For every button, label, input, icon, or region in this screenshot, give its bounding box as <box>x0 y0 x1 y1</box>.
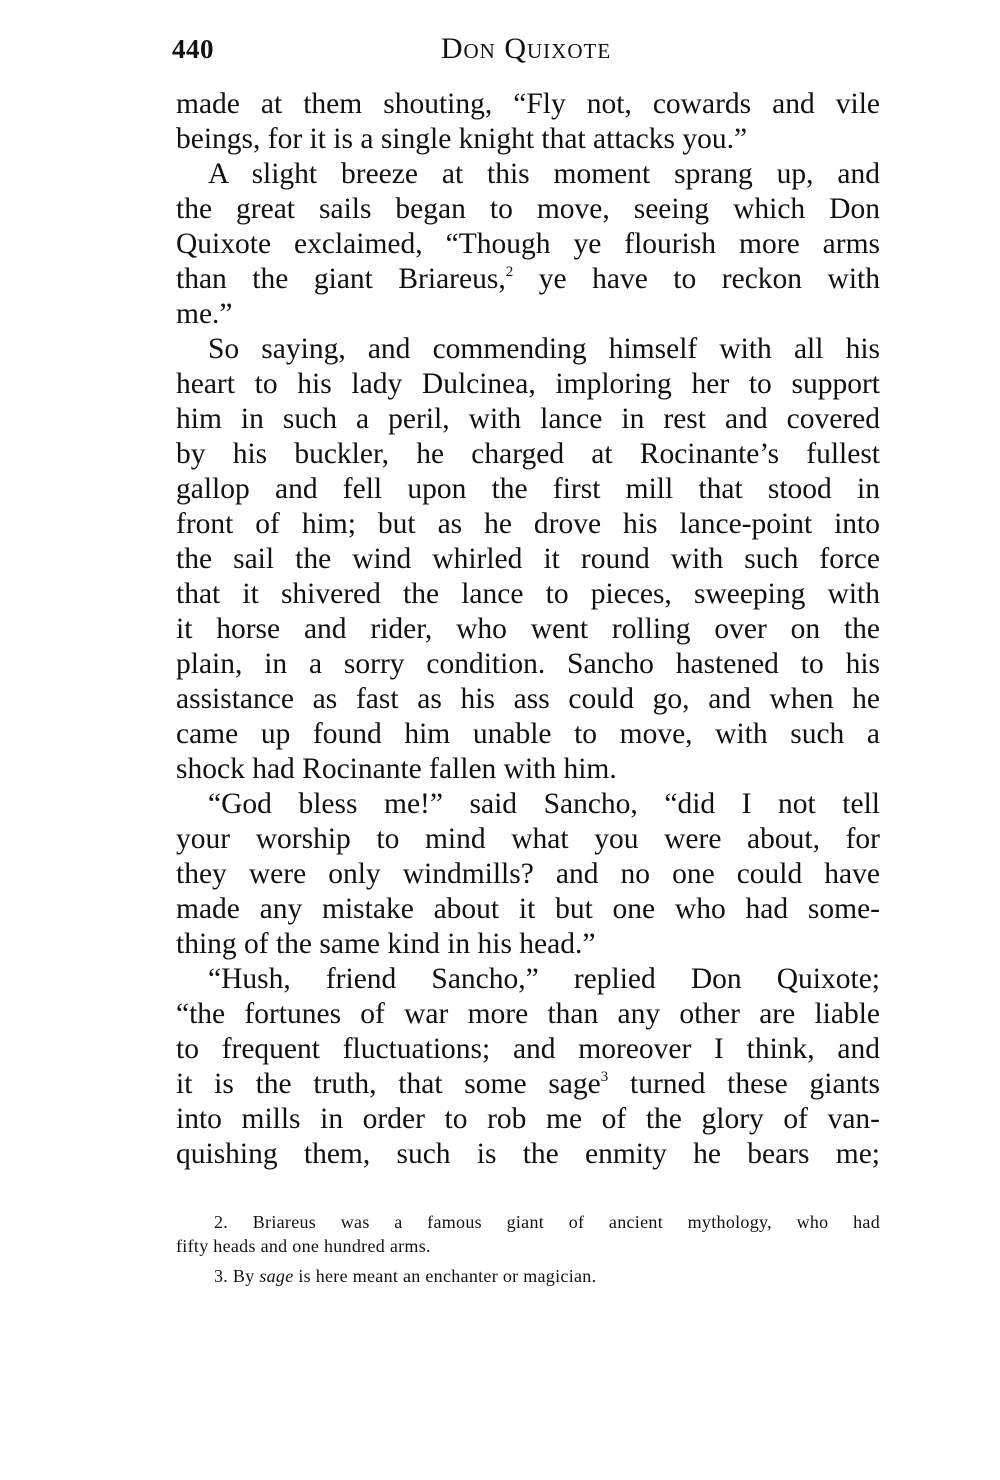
text-line: assistance as fast as his ass could go, and when he <box>176 683 880 715</box>
text-line: made at them shouting, “Fly not, cowards and vile <box>176 88 880 120</box>
text-line: heart to his lady Dulcinea, imploring her to support <box>176 368 880 400</box>
text-line: “the fortunes of war more than any other are liable <box>176 998 880 1030</box>
text-fragment: it is the truth, that some sage <box>176 1068 601 1100</box>
text-line: to frequent fluctuations; and moreover I think, and <box>176 1033 880 1065</box>
text-line: the great sails began to move, seeing which Don <box>176 193 880 225</box>
footnote-ref-3: 3 <box>600 1069 609 1085</box>
body-text <box>176 87 880 1172</box>
text-line: by his buckler, he charged at Rocinante’s fullest <box>176 438 880 470</box>
text-line: thing of the same kind in his head.” <box>176 928 596 960</box>
text-line: made any mistake about it but one who had some- <box>176 893 880 925</box>
text-line: gallop and fell upon the first mill that stood in <box>176 473 880 505</box>
running-head: Don Quixote <box>440 32 612 65</box>
footnote-2-line: fifty heads and one hundred arms. <box>176 1236 431 1256</box>
text-fragment: ye have to reckon with <box>538 263 881 295</box>
text-line: So saying, and commending himself with all his <box>208 333 880 365</box>
text-line: they were only windmills? and no one could have <box>176 858 880 890</box>
text-line: that it shivered the lance to pieces, sweeping with <box>176 578 880 610</box>
text-line: quishing them, such is the enmity he bears me; <box>176 1138 880 1170</box>
footnotes <box>176 1210 880 1288</box>
text-fragment: turned these giants <box>630 1068 881 1100</box>
footnote-2-line: 2. Briareus was a famous giant of ancient mythology, who had <box>214 1212 880 1232</box>
text-fragment: than the giant Briareus, <box>176 263 506 295</box>
footnote-ref-2: 2 <box>505 264 514 280</box>
page-header <box>172 30 880 74</box>
page-number: 440 <box>172 34 214 64</box>
text-line: “Hush, friend Sancho,” replied Don Quixote; <box>208 963 880 995</box>
text-line: came up found him unable to move, with such a <box>176 718 880 750</box>
footnote-3-line <box>176 1264 880 1288</box>
text-line: “God bless me!” said Sancho, “did I not tell <box>208 788 880 820</box>
text-line: into mills in order to rob me of the glory of van- <box>176 1103 880 1135</box>
text-line: plain, in a sorry condition. Sancho hastened to his <box>176 648 880 680</box>
footnote-emphasis: sage <box>259 1266 294 1286</box>
text-line: shock had Rocinante fallen with him. <box>176 753 617 785</box>
footnote-fragment: is here meant an enchanter or magician. <box>293 1266 597 1286</box>
text-line-with-footnote <box>176 1067 880 1102</box>
text-line: the sail the wind whirled it round with such force <box>176 543 880 575</box>
text-line: A slight breeze at this moment sprang up, and <box>208 158 880 190</box>
text-line: me.” <box>176 298 233 330</box>
text-line: front of him; but as he drove his lance-point into <box>176 508 880 540</box>
text-line: him in such a peril, with lance in rest and covered <box>176 403 880 435</box>
text-line: beings, for it is a single knight that attacks you.” <box>176 123 748 155</box>
text-line: your worship to mind what you were about, for <box>176 823 880 855</box>
text-line: it horse and rider, who went rolling over on the <box>176 613 880 645</box>
footnote-fragment: 3. By <box>214 1266 260 1286</box>
text-line: Quixote exclaimed, “Though ye flourish more arms <box>176 228 880 260</box>
text-line-with-footnote <box>176 262 880 297</box>
